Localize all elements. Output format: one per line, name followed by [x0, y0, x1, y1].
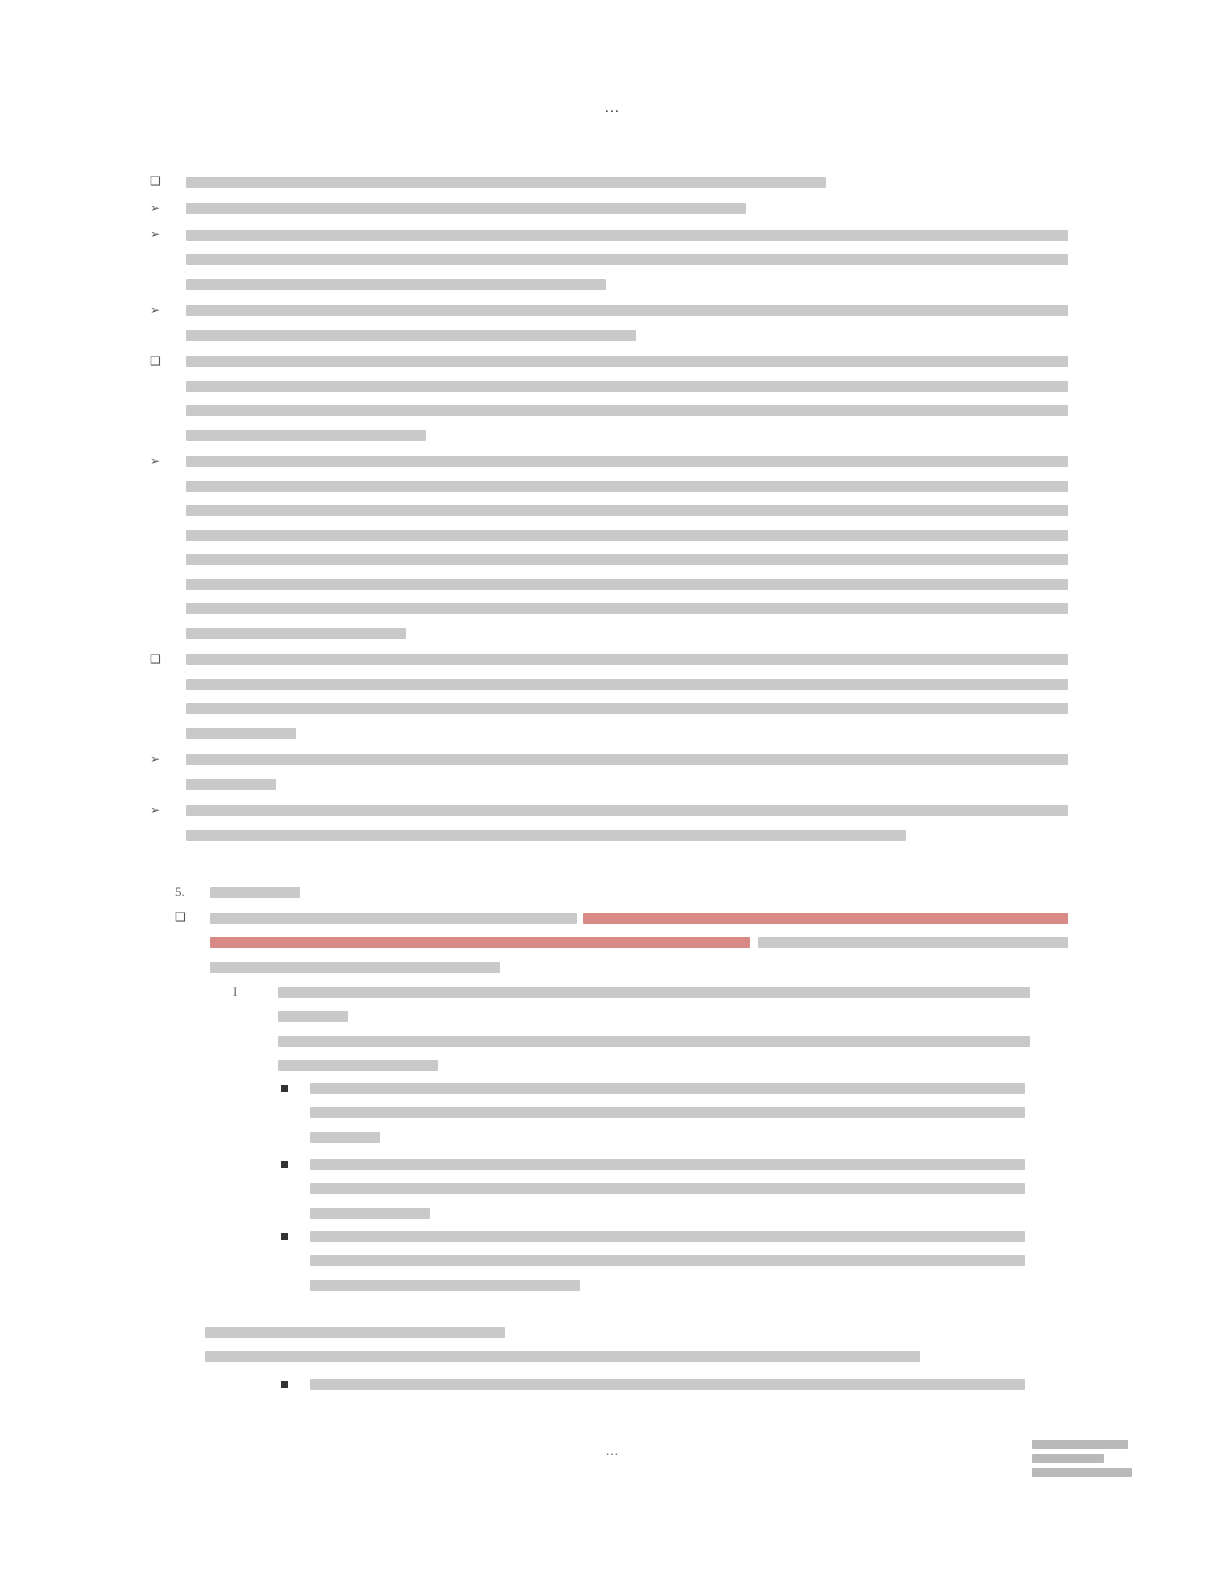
list-item	[150, 648, 1068, 746]
checkbox-bullet-icon: ❑	[150, 174, 161, 188]
arrow-bullet-icon: ➢	[150, 802, 161, 817]
list-item	[175, 1224, 1068, 1296]
checkbox-bullet-icon: ❑	[150, 353, 161, 368]
list-item	[150, 748, 1068, 797]
list-item	[175, 1152, 1068, 1224]
university-logo	[1032, 1440, 1136, 1482]
square-bullet-icon	[281, 1085, 288, 1092]
checkbox-bullet-icon: ❑	[175, 910, 186, 924]
list-item	[150, 197, 1068, 222]
list-item	[150, 223, 1068, 297]
square-bullet-icon	[281, 1233, 288, 1240]
arrow-bullet-icon: ➢	[150, 200, 161, 215]
list-item	[150, 799, 1068, 848]
checkbox-bullet-icon: ❑	[150, 651, 161, 666]
page-header: …	[604, 100, 620, 116]
list-item	[150, 350, 1068, 448]
list-item	[150, 170, 1068, 195]
list-item	[175, 1076, 1068, 1152]
arrow-bullet-icon: ➢	[150, 302, 161, 317]
arrow-bullet-icon: ➢	[150, 751, 161, 766]
square-bullet-icon	[281, 1381, 288, 1388]
list-item	[150, 450, 1068, 646]
sub-bullet-list	[175, 1076, 1068, 1296]
intro-list	[150, 170, 1068, 850]
highlighted-text	[210, 930, 224, 954]
arrow-bullet-icon: ➢	[150, 227, 161, 241]
section-number: 5.	[175, 884, 185, 899]
square-bullet-icon	[281, 1161, 288, 1168]
arrow-bullet-icon: ➢	[150, 453, 161, 468]
page-number: …	[605, 1443, 619, 1458]
list-item	[150, 299, 1068, 348]
roman-numeral-marker: I	[233, 984, 238, 999]
